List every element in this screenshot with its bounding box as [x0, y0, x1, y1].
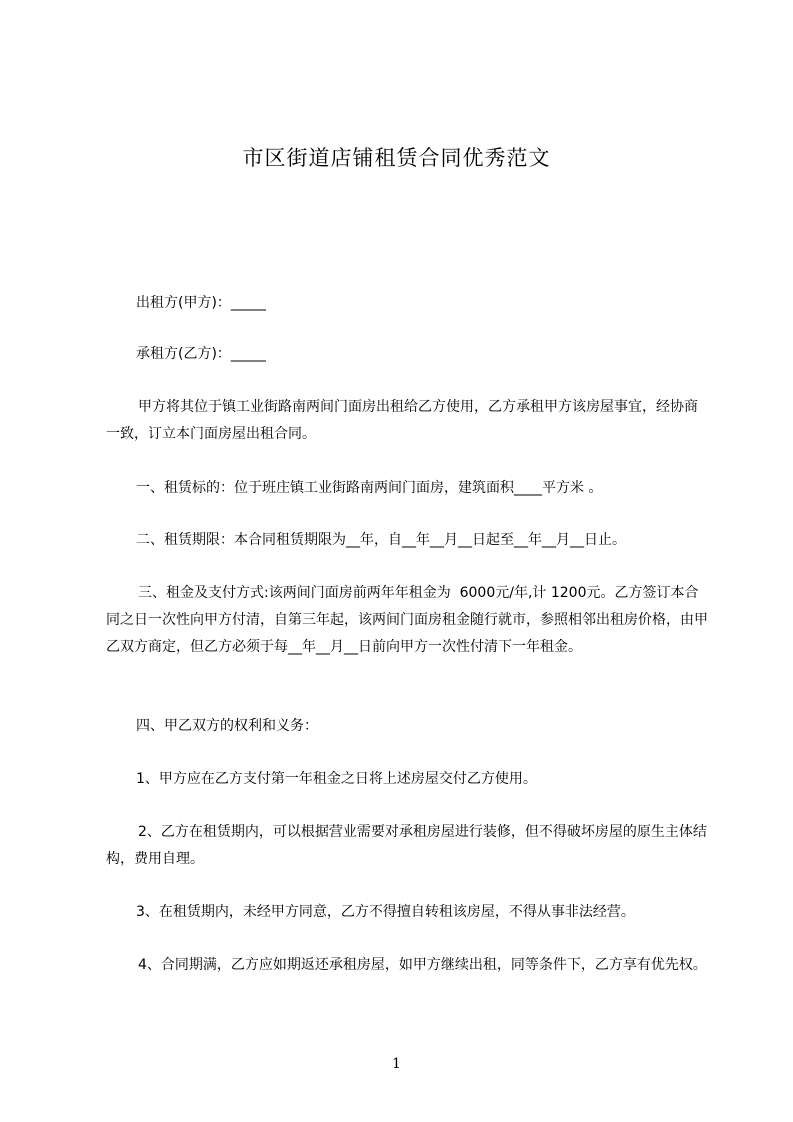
paragraph-clause-1: 1、甲方应在乙方支付第一年租金之日将上述房屋交付乙方使用。 [136, 771, 537, 787]
paragraph-clause-3: 3、在租赁期内，未经甲方同意，乙方不得擅自转租该房屋，不得从事非法经营。 [136, 904, 635, 920]
paragraph-clause-2: 2、乙方在租赁期内，可以根据营业需要对承租房屋进行装修，但不得破坏房屋的原生主体结构，费用自理。 [106, 824, 707, 867]
paragraph-lessee: 承租方(乙方)：_____ [136, 346, 266, 362]
paragraph-rent-payment: 三、租金及支付方式:该两间门面房前两年年租金为 6000元/年,计 1200元。乙方签订本合同之日一次性向甲方付清，自第三年起，该两间门面房租金随行就市，参照相邻出租房价格，由甲乙双方商定，但乙方必须于每__年__月__日前向甲方一次性付清下一年租金。 [106, 585, 708, 655]
paragraph-clause-4: 4、合同期满，乙方应如期返还承租房屋，如甲方继续出租，同等条件下，乙方享有优先权。 [138, 957, 707, 973]
paragraph-lessor: 出租方(甲方)：_____ [136, 295, 266, 311]
page-number: 1 [392, 1056, 401, 1072]
paragraph-rights-heading: 四、甲乙双方的权利和义务： [136, 718, 318, 734]
paragraph-lease-term: 二、租赁期限：本合同租赁期限为__年，自__年__月__日起至__年__月__日止。 [136, 532, 626, 548]
paragraph-intro: 甲方将其位于镇工业街路南两间门面房出租给乙方使用，乙方承租甲方该房屋事宜，经协商一致，订立本门面房屋出租合同。 [106, 399, 698, 442]
paragraph-lease-object: 一、租赁标的：位于班庄镇工业街路南两间门面房，建筑面积____平方米 。 [136, 480, 603, 496]
document-title: 市区街道店铺租赁合同优秀范文 [242, 146, 551, 170]
